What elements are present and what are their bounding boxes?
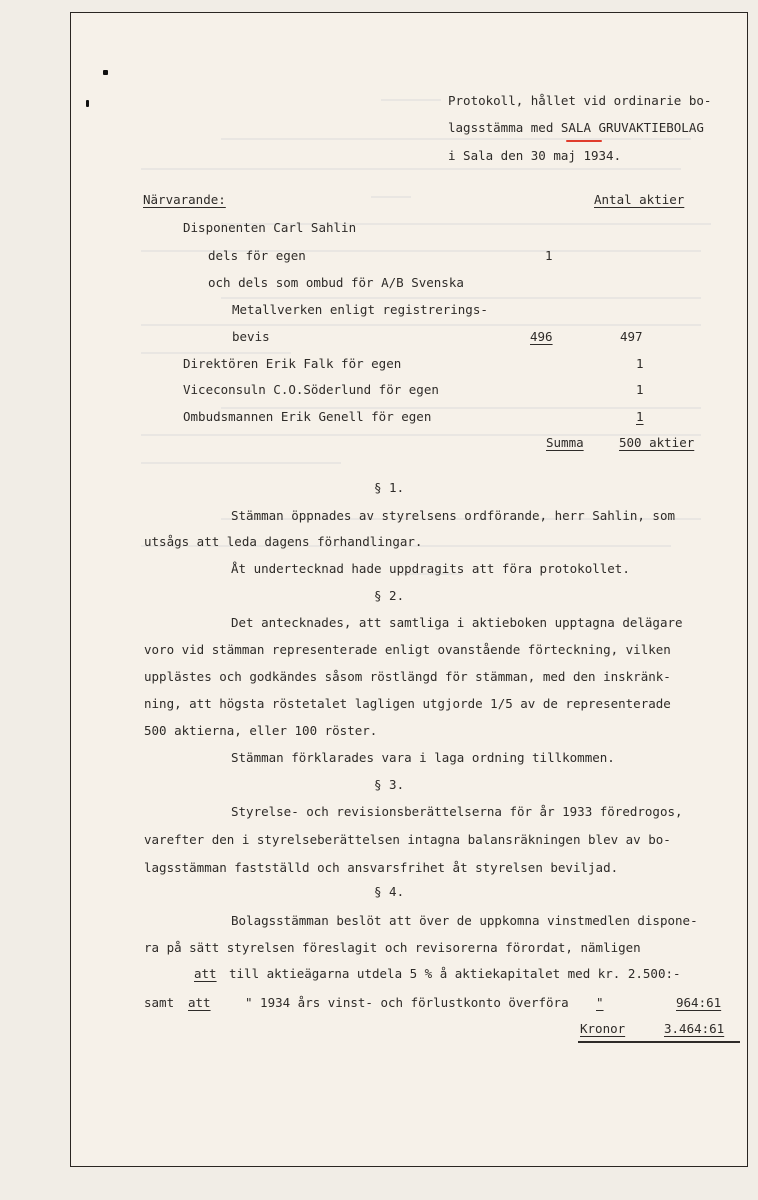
paragraph-line: voro vid stämman representerade enligt ovanstående förteckning, vilken: [144, 642, 671, 657]
paragraph-line: Stämman öppnades av styrelsens ordförande, herr Sahlin, som: [231, 508, 676, 523]
share-count-mid: 1: [545, 248, 553, 263]
sum-label: Summa: [546, 435, 584, 450]
red-underline: [566, 140, 602, 142]
shares-heading: Antal aktier: [594, 192, 685, 207]
attendee-row: Viceconsuln C.O.Söderlund för egen: [183, 382, 439, 397]
paragraph-line: Stämman förklarades vara i laga ordning tillkommen.: [231, 750, 615, 765]
attendee-row: Direktören Erik Falk för egen: [183, 356, 402, 371]
attendee-row: och dels som ombud för A/B Svenska: [208, 275, 464, 290]
paragraph-line: Åt undertecknad hade uppdragits att föra protokollet.: [231, 561, 630, 576]
share-count-right: 1: [636, 356, 644, 371]
paragraph-line: till aktieägarna utdela 5 % å aktiekapitalet med kr. 2.500:-: [229, 966, 681, 981]
attendance-heading: Närvarande:: [143, 192, 226, 207]
attendee-row: Ombudsmannen Erik Genell för egen: [183, 409, 432, 424]
ditto-mark: ": [596, 995, 604, 1010]
margin-mark: [103, 70, 108, 75]
paragraph-line: Det antecknades, att samtliga i aktieboken upptagna delägare: [231, 615, 683, 630]
paragraph-line: 500 aktierna, eller 100 röster.: [144, 723, 378, 738]
share-count-mid: 496: [530, 329, 553, 344]
total-value: 3.464:61: [664, 1021, 725, 1036]
document-page: [70, 12, 748, 1167]
section-4-title: § 4.: [374, 884, 405, 899]
paragraph-line: ning, att högsta röstetalet lagligen utgjorde 1/5 av de representerade: [144, 696, 671, 711]
margin-mark: [86, 100, 89, 107]
share-count-right: 1: [636, 409, 644, 424]
paragraph-line: ra på sätt styrelsen föreslagit och revisorerna förordat, nämligen: [144, 940, 641, 955]
attendee-row: bevis: [232, 329, 270, 344]
header-line-1: Protokoll, hållet vid ordinarie bo-: [448, 93, 712, 108]
attendee-row: dels för egen: [208, 248, 306, 263]
paragraph-line: " 1934 års vinst- och förlustkonto överföra: [245, 995, 569, 1010]
paragraph-line: utsågs att leda dagens förhandlingar.: [144, 534, 423, 549]
amount: 964:61: [676, 995, 722, 1010]
header-line-2: lagsstämma med SALA GRUVAKTIEBOLAG: [448, 120, 704, 135]
paragraph-line: varefter den i styrelseberättelsen intagna balansräkningen blev av bo-: [144, 832, 671, 847]
attendee-row: Metallverken enligt registrerings-: [232, 302, 488, 317]
header-line-3: i Sala den 30 maj 1934.: [448, 148, 622, 163]
paragraph-line: Bolagsstämman beslöt att över de uppkomna vinstmedlen dispone-: [231, 913, 698, 928]
att-keyword: att: [188, 995, 211, 1010]
paragraph-line: Styrelse- och revisionsberättelserna för år 1933 föredrogos,: [231, 804, 683, 819]
total-underline: [578, 1041, 740, 1043]
paragraph-line: upplästes och godkändes såsom röstlängd för stämman, med den inskränk-: [144, 669, 671, 684]
section-2-title: § 2.: [374, 588, 405, 603]
total-label: Kronor: [580, 1021, 626, 1036]
samt-keyword: samt: [144, 995, 175, 1010]
section-1-title: § 1.: [374, 480, 405, 495]
share-count-right: 497: [620, 329, 643, 344]
section-3-title: § 3.: [374, 777, 405, 792]
attendee-row: Disponenten Carl Sahlin: [183, 220, 357, 235]
share-count-right: 1: [636, 382, 644, 397]
att-keyword: att: [194, 966, 217, 981]
bleed-through-text: [71, 13, 747, 1166]
paragraph-line: lagsstämman fastställd och ansvarsfrihet åt styrelsen beviljad.: [144, 860, 619, 875]
sum-value: 500 aktier: [619, 435, 695, 450]
